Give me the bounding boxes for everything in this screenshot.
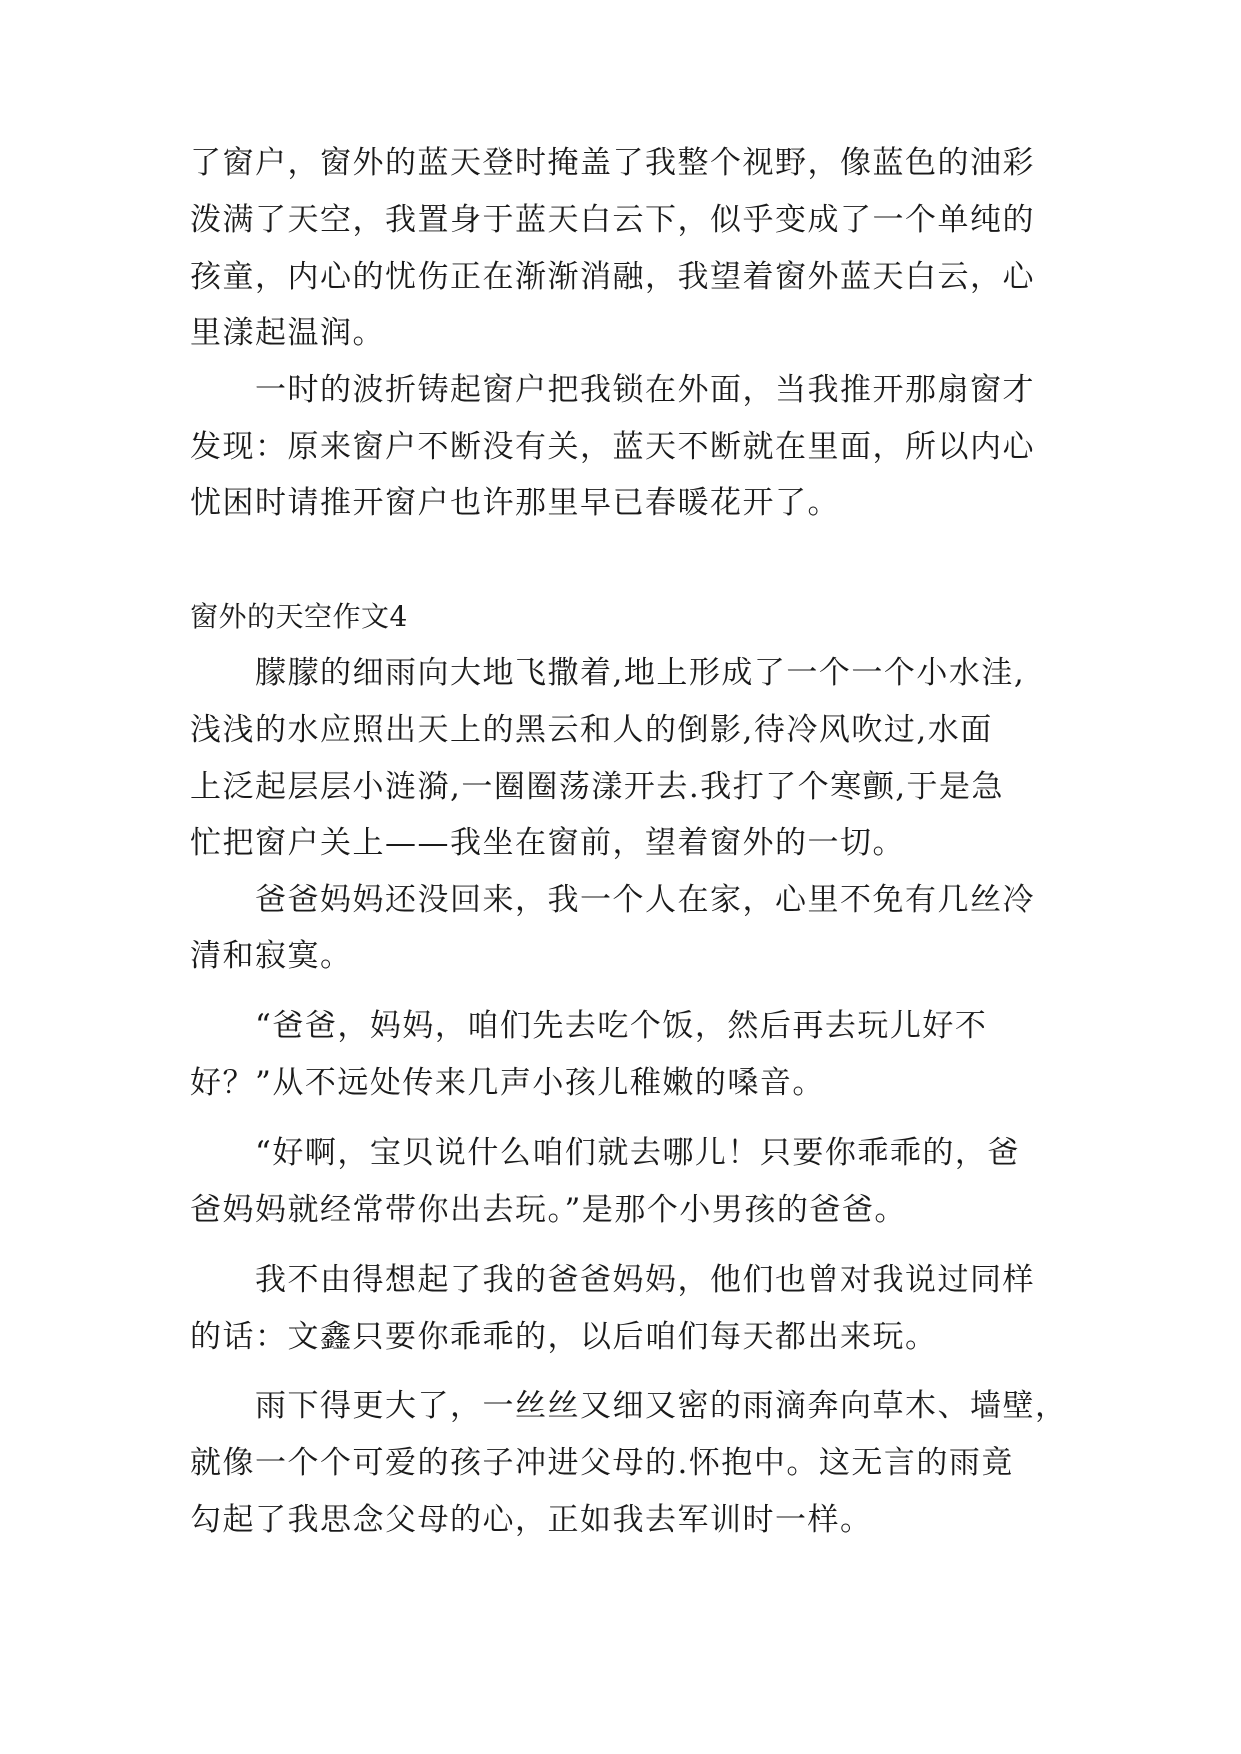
text-line: 一时的波折铸起窗户把我锁在外面，当我推开那扇窗才 (255, 372, 1035, 408)
text-line: 孩童，内心的忧伤正在渐渐消融，我望着窗外蓝天白云，心 (190, 259, 1035, 295)
section-title: 窗外的天空作文4 (190, 600, 408, 633)
text-line: 爸爸妈妈还没回来，我一个人在家，心里不免有几丝冷 (255, 882, 1035, 918)
text-line: 发现：原来窗户不断没有关，蓝天不断就在里面，所以内心 (190, 429, 1035, 465)
text-line: 就像一个个可爱的孩子冲进父母的.怀抱中。这无言的雨竟 (190, 1445, 1014, 1481)
text-line: 好？”从不远处传来几声小孩儿稚嫩的嗓音。 (190, 1065, 825, 1101)
text-line: 上泛起层层小涟漪,一圈圈荡漾开去.我打了个寒颤,于是急 (190, 769, 1005, 805)
text-line: 勾起了我思念父母的心，正如我去军训时一样。 (190, 1502, 873, 1538)
text-line: “好啊，宝贝说什么咱们就去哪儿！只要你乖乖的，爸 (255, 1135, 1020, 1171)
text-line: 了窗户，窗外的蓝天登时掩盖了我整个视野，像蓝色的油彩 (190, 145, 1035, 181)
text-line: 的话：文鑫只要你乖乖的，以后咱们每天都出来玩。 (190, 1319, 938, 1355)
text-line: 泼满了天空，我置身于蓝天白云下，似乎变成了一个单纯的 (190, 202, 1035, 238)
text-line: 爸妈妈就经常带你出去玩。”是那个小男孩的爸爸。 (190, 1192, 907, 1228)
text-line: “爸爸，妈妈，咱们先去吃个饭，然后再去玩儿好不 (255, 1008, 988, 1044)
text-line: 浅浅的水应照出天上的黑云和人的倒影,待冷风吹过,水面 (190, 712, 993, 748)
text-line: 清和寂寞。 (190, 938, 353, 974)
text-line: 忧困时请推开窗户也许那里早已春暖花开了。 (190, 485, 840, 521)
text-line: 里漾起温润。 (190, 315, 385, 351)
text-line: 雨下得更大了，一丝丝又细又密的雨滴奔向草木、墙壁， (255, 1388, 1068, 1424)
text-line: 朦朦的细雨向大地飞撒着,地上形成了一个一个小水洼, (255, 655, 1026, 691)
text-line: 忙把窗户关上——我坐在窗前，望着窗外的一切。 (190, 825, 905, 861)
text-line: 我不由得想起了我的爸爸妈妈，他们也曾对我说过同样 (255, 1262, 1035, 1298)
